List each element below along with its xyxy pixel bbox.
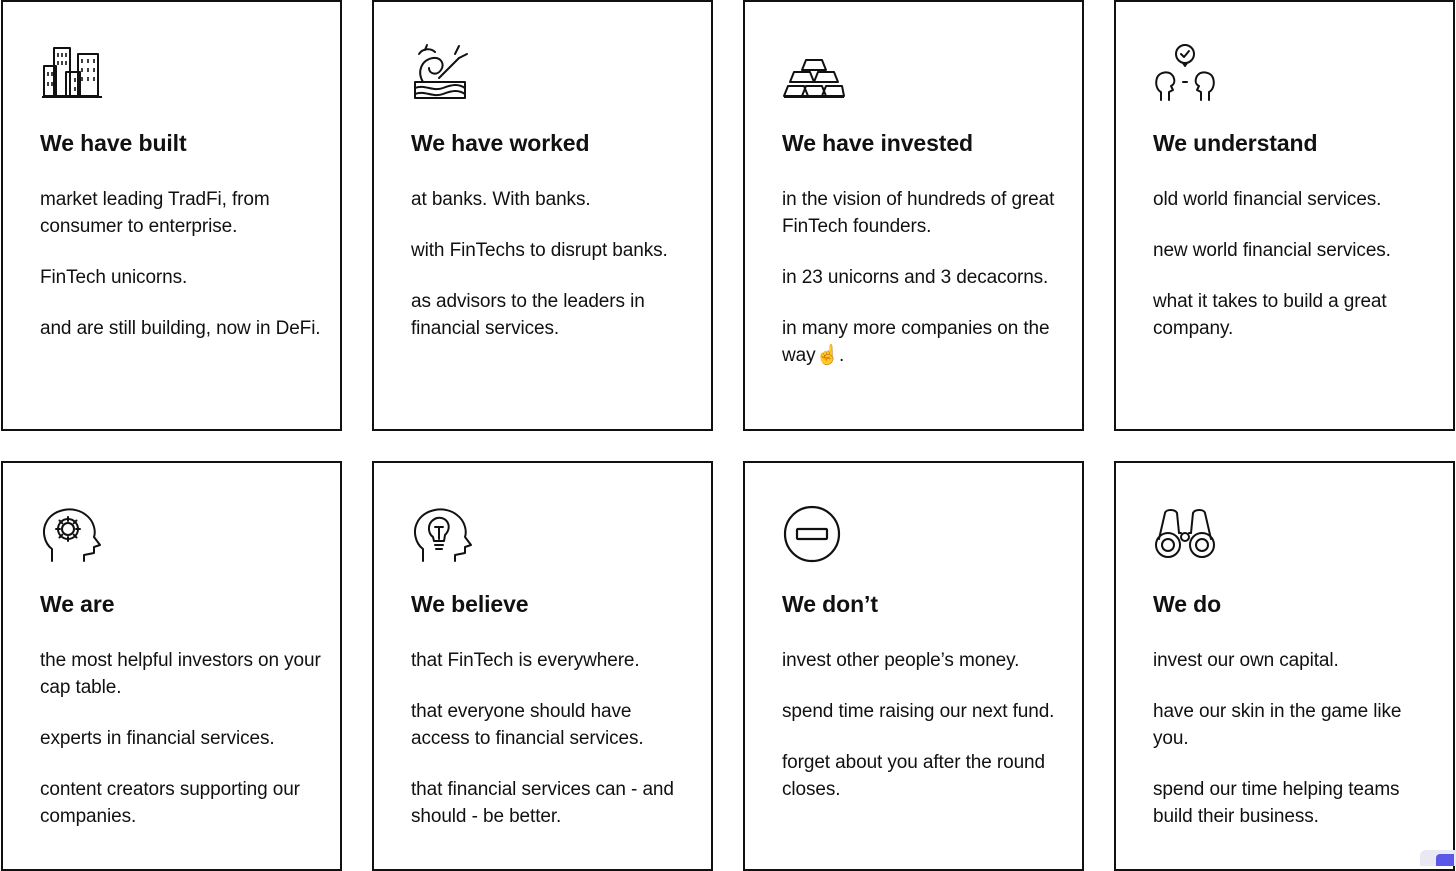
card-line: with FinTechs to disrupt banks.: [411, 240, 668, 261]
card-line: old world financial services.: [1153, 189, 1382, 210]
card-lines: [1153, 647, 1435, 854]
binoculars-icon: [1153, 503, 1217, 565]
card-title: We understand: [1153, 130, 1318, 156]
card-line: what it takes to build a great company.: [1153, 291, 1387, 339]
card-line: at banks. With banks.: [411, 189, 591, 210]
card-title: We have worked: [411, 130, 590, 156]
card-line: content creators supporting our companies.: [40, 779, 300, 827]
card-line: forget about you after the round closes.: [782, 752, 1045, 800]
no-entry-icon: [782, 503, 846, 565]
card-line: FinTech unicorns.: [40, 267, 188, 288]
card-line: invest our own capital.: [1153, 650, 1339, 671]
head-lightbulb-icon: [411, 503, 475, 565]
card-title: We have invested: [782, 130, 974, 156]
card-line: market leading TradFi, from consumer to enterprise.: [40, 189, 270, 237]
corner-widget-icon: [1436, 854, 1454, 866]
head-gear-icon: [40, 503, 104, 565]
corner-widget-badge[interactable]: [1420, 850, 1456, 866]
card-we-have-worked: [372, 0, 713, 431]
card-line: that financial services can - and should - be better.: [411, 779, 674, 827]
card-line: in many more companies on the way☝️.: [782, 318, 1050, 366]
card-we-have-built: [1, 0, 342, 431]
card-lines: [1153, 186, 1435, 366]
card-line: that everyone should have access to financial services.: [411, 701, 644, 749]
card-we-do: [1114, 461, 1455, 871]
card-line: in the vision of hundreds of great FinTech founders.: [782, 189, 1055, 237]
card-lines: [40, 186, 322, 366]
card-title: We don’t: [782, 591, 878, 617]
card-we-understand: [1114, 0, 1455, 431]
card-line: experts in financial services.: [40, 728, 275, 749]
card-line: have our skin in the game like you.: [1153, 701, 1402, 749]
card-title: We believe: [411, 591, 529, 617]
card-lines: [40, 647, 322, 854]
gold-bars-icon: [782, 42, 846, 104]
card-lines: [782, 186, 1064, 393]
shipwreck-icon: [411, 42, 475, 104]
card-title: We have built: [40, 130, 187, 156]
card-line: that FinTech is everywhere.: [411, 650, 640, 671]
card-line: and are still building, now in DeFi.: [40, 318, 321, 339]
card-we-dont: [743, 461, 1084, 871]
people-talking-icon: [1153, 42, 1217, 104]
card-line: as advisors to the leaders in financial services.: [411, 291, 645, 339]
card-line: in 23 unicorns and 3 decacorns.: [782, 267, 1049, 288]
card-we-are: [1, 461, 342, 871]
card-we-believe: [372, 461, 713, 871]
card-lines: [411, 186, 693, 366]
card-line: new world financial services.: [1153, 240, 1391, 261]
card-we-have-invested: [743, 0, 1084, 431]
card-line: invest other people’s money.: [782, 650, 1020, 671]
card-title: We do: [1153, 591, 1222, 617]
card-line: spend time raising our next fund.: [782, 701, 1055, 722]
card-lines: [411, 647, 693, 854]
card-lines: [782, 647, 1064, 827]
city-buildings-icon: [40, 42, 104, 104]
card-line: the most helpful investors on your cap table.: [40, 650, 321, 698]
card-title: We are: [40, 591, 115, 617]
card-line: spend our time helping teams build their business.: [1153, 779, 1400, 827]
